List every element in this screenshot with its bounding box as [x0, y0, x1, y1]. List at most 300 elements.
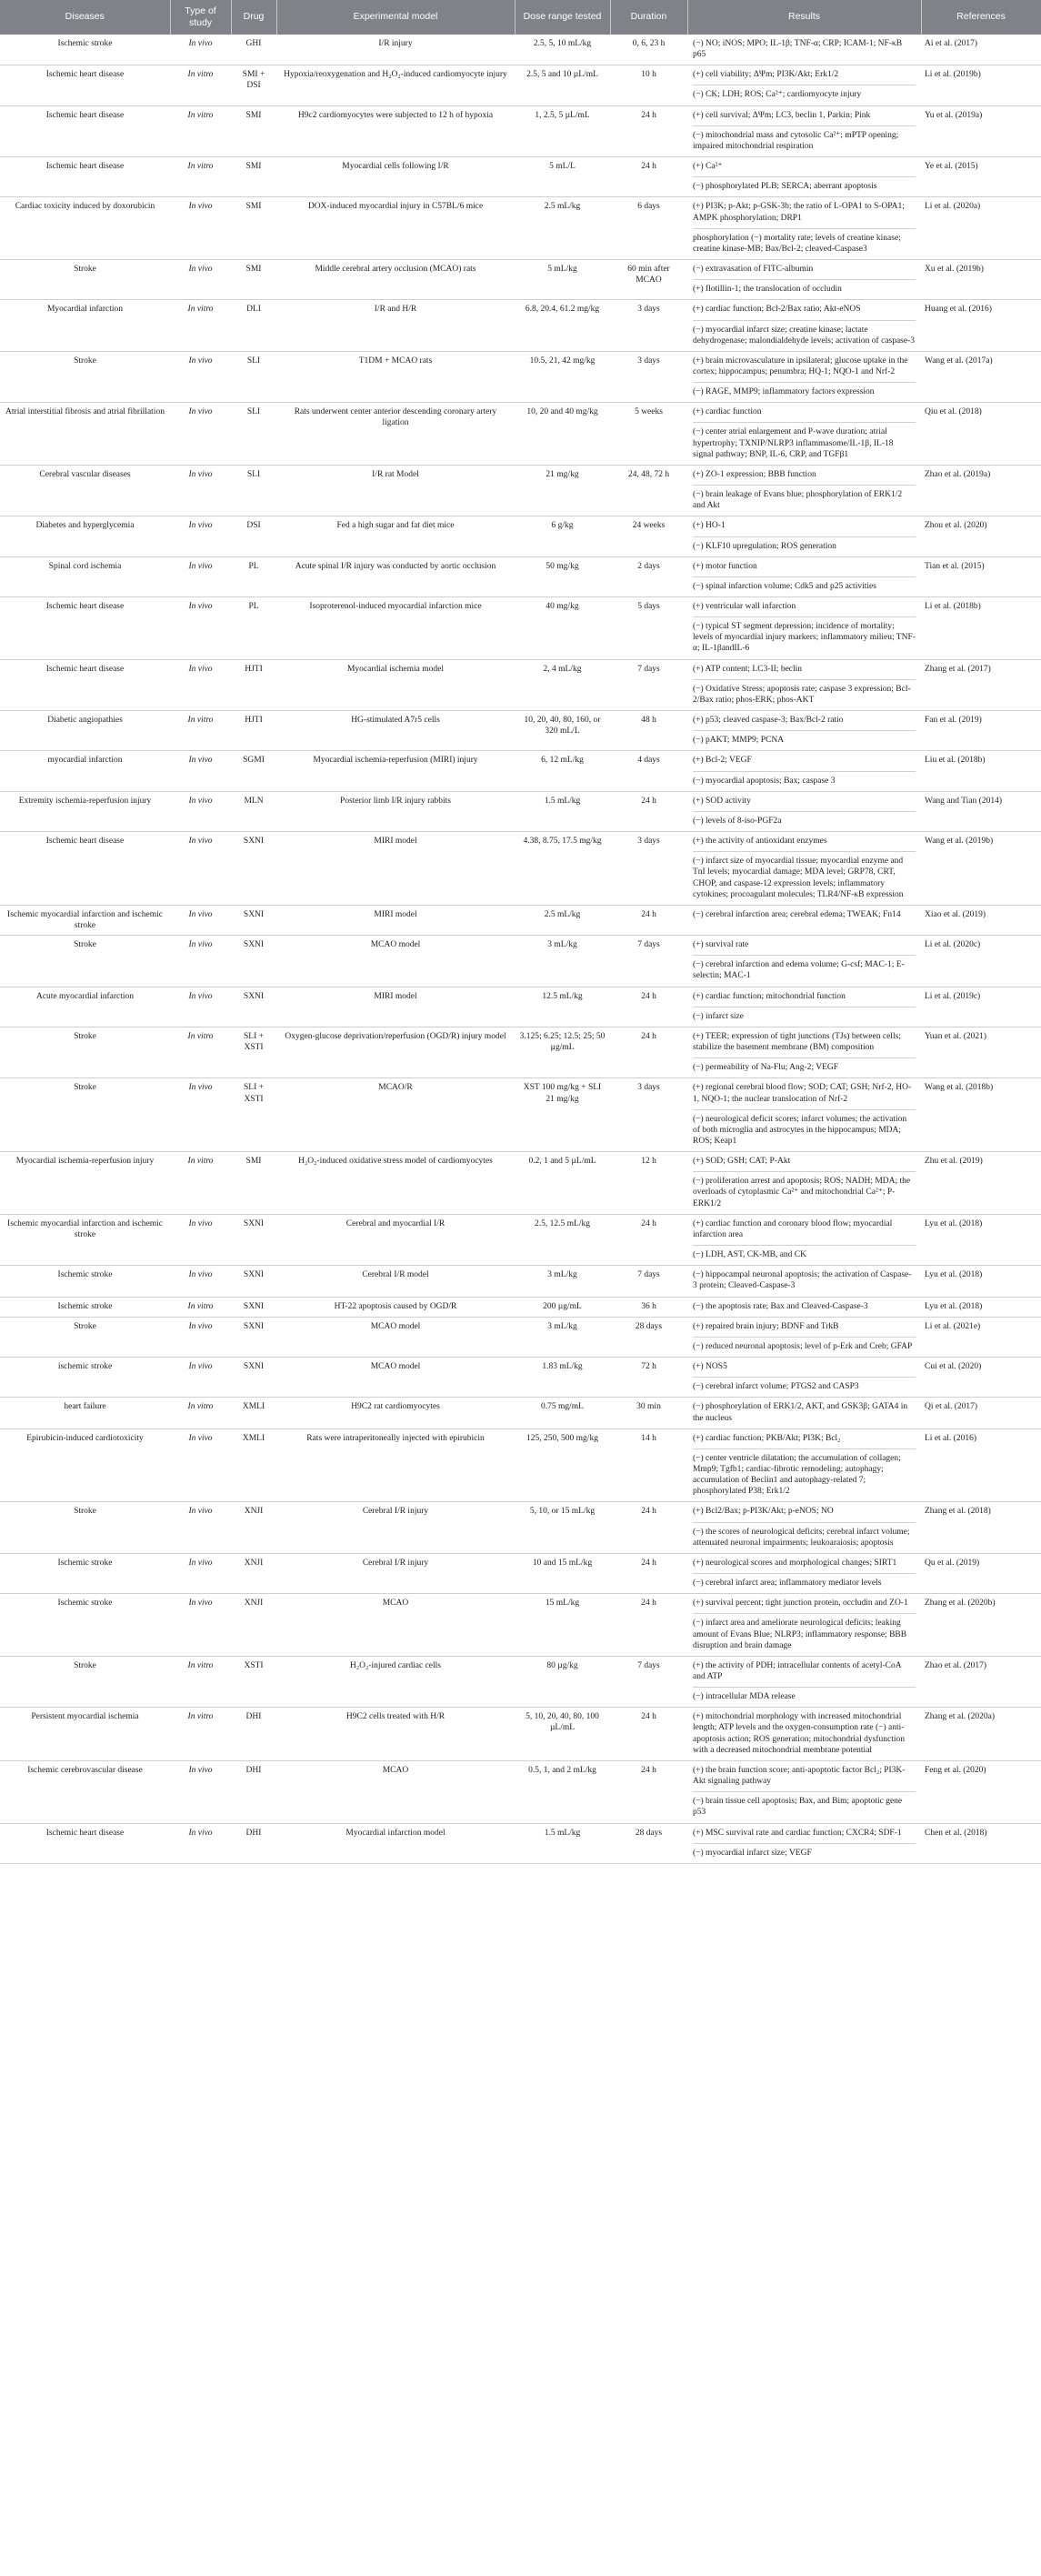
result-line: (+) cardiac function	[693, 407, 762, 417]
result-line: (−) reduced neuronal apoptosis; level of p-Erk and Creb; GFAP	[693, 1337, 916, 1357]
cell-type-of-study: In vivo	[170, 1428, 231, 1502]
result-line: (+) cell viability; ΔΨm; PI3K/Akt; Erk1/2	[693, 70, 839, 80]
cell-experimental-model: MCAO	[276, 1760, 515, 1823]
cell-disease: Ischemic heart disease	[0, 105, 170, 156]
result-line: (−) neurological deficit scores; infarct volumes; the activation of both microglia and astrocytes in the hippocampus; MDA; ROS; Keap1	[693, 1109, 916, 1151]
cell-duration: 24 h	[610, 1214, 687, 1265]
cell-reference: Lyu et al. (2018)	[921, 1266, 1041, 1297]
result-line: (+) cardiac function; mitochondrial function	[693, 991, 846, 1001]
cell-disease: Persistent myocardial ischemia	[0, 1708, 170, 1761]
table-row	[0, 711, 1041, 751]
cell-experimental-model: I/R and H/R	[276, 300, 515, 351]
cell-drug: SLI	[231, 351, 276, 402]
result-line: (−) myocardial apoptosis; Bax; caspase 3	[693, 771, 916, 791]
cell-drug: XNJI	[231, 1594, 276, 1657]
table-row	[0, 1594, 1041, 1657]
cell-type-of-study: In vivo	[170, 1502, 231, 1553]
cell-disease: Ischemic stroke	[0, 35, 170, 65]
cell-type-of-study: In vivo	[170, 659, 231, 710]
cell-duration: 24, 48, 72 h	[610, 465, 687, 516]
table-row	[0, 597, 1041, 660]
cell-duration: 7 days	[610, 1656, 687, 1707]
cell-type-of-study: In vitro	[170, 1027, 231, 1078]
cell-type-of-study: In vivo	[170, 35, 231, 65]
cell-drug: SMI	[231, 197, 276, 260]
cell-experimental-model: MCAO	[276, 1594, 515, 1657]
result-line: (−) center ventricle dilatation; the accumulation of collagen; Mmp9; Tgfb1; cardiac-fibrotic remodeling; autophagy; accumulation of Beclin1 and autophagy-related 7; phosphorylated P38; Erk1/2	[693, 1448, 916, 1502]
cell-experimental-model: I/R rat Model	[276, 465, 515, 516]
result-line: (−) infarct area and ameliorate neurological deficits; leaking amount of Evans Blue; NLRP3; inflammatory response; BBB disruption and brain damage	[693, 1613, 916, 1655]
cell-disease: Myocardial infarction	[0, 300, 170, 351]
cell-duration: 24 h	[610, 1502, 687, 1553]
cell-reference: Fan et al. (2019)	[921, 711, 1041, 751]
cell-reference: Li et al. (2021e)	[921, 1317, 1041, 1357]
cell-dose-range: 3.125; 6.25; 12.5; 25; 50 µg/mL	[515, 1027, 610, 1078]
cell-reference: Qiu et al. (2018)	[921, 403, 1041, 466]
cell-reference: Liu et al. (2018b)	[921, 751, 1041, 791]
cell-reference: Ai et al. (2017)	[921, 35, 1041, 65]
result-line: (−) permeability of Na-Flu; Ang-2; VEGF	[693, 1057, 916, 1078]
result-line: (−) cerebral infarct volume; PTGS2 and CASP3	[693, 1377, 916, 1397]
result-line: (+) PI3K; p-Akt; p-GSK-3b; the ratio of L-OPA1 to S-OPA1; AMPK phosphorylation; DRP1	[693, 202, 905, 223]
cell-duration: 14 h	[610, 1428, 687, 1502]
cell-type-of-study: In vitro	[170, 711, 231, 751]
cell-duration: 0, 6, 23 h	[610, 35, 687, 65]
cell-duration: 60 min after MCAO	[610, 260, 687, 300]
cell-type-of-study: In vivo	[170, 905, 231, 935]
cell-disease: Ischemic heart disease	[0, 65, 170, 105]
cell-duration: 24 h	[610, 987, 687, 1027]
cell-reference: Yu et al. (2019a)	[921, 105, 1041, 156]
cell-experimental-model: MCAO model	[276, 1317, 515, 1357]
table-row	[0, 465, 1041, 516]
cell-results	[687, 987, 921, 1027]
result-line: (+) HO-1	[693, 521, 726, 531]
cell-reference: Zhang et al. (2017)	[921, 659, 1041, 710]
cell-dose-range: 5 mL/L	[515, 157, 610, 197]
cell-drug: SXNI	[231, 1358, 276, 1398]
result-line: (−) spinal infarction volume; Cdk5 and p25 activities	[693, 576, 916, 596]
result-line: (+) the activity of antioxidant enzymes	[693, 837, 827, 847]
cell-dose-range: 21 mg/kg	[515, 465, 610, 516]
cell-experimental-model: H₂O₂-induced oxidative stress model of cardiomyocytes	[276, 1152, 515, 1215]
result-line: (+) ventricular wall infarction	[693, 602, 796, 611]
cell-duration: 3 days	[610, 300, 687, 351]
table-row	[0, 905, 1041, 935]
cell-disease: Ischemic heart disease	[0, 597, 170, 660]
table-row	[0, 1708, 1041, 1761]
cell-disease: Ischemic heart disease	[0, 659, 170, 710]
result-line: (+) brain microvasculature in ipsilateral; glucose uptake in the cortex; hippocampus; penumbra; HQ-1; NQO-1 and Nrf-2	[693, 356, 908, 376]
result-line: phosphorylation (−) mortality rate; levels of creatine kinase; creatine kinase-MB; Bax/Bcl-2; cleaved-Caspase3	[693, 228, 916, 259]
cell-drug: DSI	[231, 516, 276, 556]
cell-type-of-study: In vivo	[170, 1823, 231, 1863]
cell-drug: MLN	[231, 791, 276, 831]
table-row	[0, 260, 1041, 300]
cell-type-of-study: In vivo	[170, 403, 231, 466]
cell-disease: Ischemic stroke	[0, 1297, 170, 1317]
table-row	[0, 1823, 1041, 1863]
cell-dose-range: 3 mL/kg	[515, 936, 610, 987]
cell-drug: SMI	[231, 105, 276, 156]
cell-dose-range: 2.5, 5 and 10 µL/mL	[515, 65, 610, 105]
cell-disease: Stroke	[0, 936, 170, 987]
cell-results	[687, 197, 921, 260]
cell-drug: HJTI	[231, 711, 276, 751]
cell-experimental-model: Cerebral I/R injury	[276, 1502, 515, 1553]
cell-disease: Myocardial ischemia-reperfusion injury	[0, 1152, 170, 1215]
cell-dose-range: 0.5, 1, and 2 mL/kg	[515, 1760, 610, 1823]
cell-experimental-model: Acute spinal I/R injury was conducted by aortic occlusion	[276, 556, 515, 596]
table-row	[0, 1152, 1041, 1215]
cell-disease: Ischemic cerebrovascular disease	[0, 1760, 170, 1823]
cell-dose-range: 4.38, 8.75, 17.5 mg/kg	[515, 832, 610, 906]
table-row	[0, 751, 1041, 791]
cell-duration: 10 h	[610, 65, 687, 105]
header-experimental-model: Experimental model	[276, 0, 515, 35]
cell-experimental-model: Middle cerebral artery occlusion (MCAO) rats	[276, 260, 515, 300]
cell-experimental-model: MCAO model	[276, 1358, 515, 1398]
cell-dose-range: 10 and 15 mL/kg	[515, 1553, 610, 1593]
cell-experimental-model: MCAO model	[276, 936, 515, 987]
cell-reference: Li et al. (2019c)	[921, 987, 1041, 1027]
cell-type-of-study: In vitro	[170, 157, 231, 197]
cell-type-of-study: In vivo	[170, 465, 231, 516]
cell-reference: Qi et al. (2017)	[921, 1398, 1041, 1428]
cell-disease: Stroke	[0, 351, 170, 402]
cell-drug: PL	[231, 597, 276, 660]
cell-drug: SXNI	[231, 1266, 276, 1297]
table-row	[0, 1656, 1041, 1707]
cell-reference: Zhao et al. (2017)	[921, 1656, 1041, 1707]
cell-duration: 28 days	[610, 1317, 687, 1357]
cell-duration: 7 days	[610, 659, 687, 710]
result-line: (+) survival percent; tight junction protein, occludin and ZO-1	[693, 1599, 908, 1609]
table-row	[0, 105, 1041, 156]
cell-results	[687, 300, 921, 351]
cell-results	[687, 260, 921, 300]
cell-dose-range: 3 mL/kg	[515, 1266, 610, 1297]
cell-drug: DHI	[231, 1760, 276, 1823]
cell-dose-range: 200 µg/mL	[515, 1297, 610, 1317]
cell-type-of-study: In vivo	[170, 1594, 231, 1657]
cell-results	[687, 1594, 921, 1657]
cell-results	[687, 1760, 921, 1823]
cell-duration: 24 h	[610, 1760, 687, 1823]
table-row	[0, 1358, 1041, 1398]
cell-disease: Ischemic myocardial infarction and ischemic stroke	[0, 905, 170, 935]
cell-disease: Extremity ischemia-reperfusion injury	[0, 791, 170, 831]
table-row	[0, 556, 1041, 596]
cell-drug: GHI	[231, 35, 276, 65]
cell-drug: XMLI	[231, 1398, 276, 1428]
result-line: (−) intracellular MDA release	[693, 1687, 916, 1707]
cell-dose-range: 125, 250, 500 mg/kg	[515, 1428, 610, 1502]
cell-type-of-study: In vivo	[170, 1214, 231, 1265]
result-line: (+) ZO-1 expression; BBB function	[693, 469, 816, 479]
cell-drug: SXNI	[231, 987, 276, 1027]
cell-drug: SMI	[231, 260, 276, 300]
cell-type-of-study: In vitro	[170, 300, 231, 351]
cell-type-of-study: In vivo	[170, 351, 231, 402]
cell-drug: SMI	[231, 157, 276, 197]
cell-dose-range: 1.5 mL/kg	[515, 1823, 610, 1863]
result-line: (−) typical ST segment depression; incidence of mortality; levels of myocardial injury markers; inflammatory milieu; TNF-α; IL-1βandIL-6	[693, 616, 916, 658]
cell-duration: 24 h	[610, 791, 687, 831]
result-line: (−) hippocampal neuronal apoptosis; the activation of Caspase-3 protein; Cleaved-Caspase-3	[693, 1270, 912, 1291]
result-line: (−) the apoptosis rate; Bax and Cleaved-Caspase-3	[693, 1301, 868, 1311]
table-row	[0, 987, 1041, 1027]
cell-type-of-study: In vivo	[170, 597, 231, 660]
result-line: (+) repaired brain injury; BDNF and TrkB	[693, 1321, 839, 1331]
cell-type-of-study: In vivo	[170, 1078, 231, 1152]
result-line: (+) mitochondrial morphology with increased mitochondrial length; ATP levels and the oxygen-consumption rate (−) anti-apoptosis action; ROS generation; mitochondrial dysfunction with a decreased mitochondrial membrane potential	[693, 1712, 905, 1755]
result-line: (−) phosphorylation of ERK1/2, AKT, and GSK3β; GATA4 in the nucleus	[693, 1402, 908, 1423]
cell-drug: XNJI	[231, 1502, 276, 1553]
table-row	[0, 157, 1041, 197]
cell-results	[687, 832, 921, 906]
cell-drug: SGMI	[231, 751, 276, 791]
cell-reference: Lyu et al. (2018)	[921, 1214, 1041, 1265]
cell-drug: DLI	[231, 300, 276, 351]
table-row	[0, 516, 1041, 556]
cell-disease: Stroke	[0, 1078, 170, 1152]
cell-disease: Spinal cord ischemia	[0, 556, 170, 596]
cell-type-of-study: In vivo	[170, 197, 231, 260]
cell-reference: Lyu et al. (2018)	[921, 1297, 1041, 1317]
cell-results	[687, 1398, 921, 1428]
table-row	[0, 1027, 1041, 1078]
cell-experimental-model: Isoproterenol-induced myocardial infarction mice	[276, 597, 515, 660]
table-row	[0, 1078, 1041, 1152]
cell-disease: Atrial interstitial fibrosis and atrial fibrillation	[0, 403, 170, 466]
cell-results	[687, 516, 921, 556]
cell-type-of-study: In vitro	[170, 1656, 231, 1707]
result-line: (+) the activity of PDH; intracellular contents of acetyl-CoA and ATP	[693, 1660, 902, 1681]
cell-dose-range: 5 mL/kg	[515, 260, 610, 300]
cell-results	[687, 1266, 921, 1297]
cell-reference: Cui et al. (2020)	[921, 1358, 1041, 1398]
cell-duration: 3 days	[610, 351, 687, 402]
header-dose-range: Dose range tested	[515, 0, 610, 35]
cell-disease: Diabetes and hyperglycemia	[0, 516, 170, 556]
cell-type-of-study: In vivo	[170, 987, 231, 1027]
cell-drug: DHI	[231, 1823, 276, 1863]
table-body	[0, 35, 1041, 1863]
cell-type-of-study: In vitro	[170, 1297, 231, 1317]
result-line: (+) p53; cleaved caspase-3; Bax/Bcl-2 ratio	[693, 716, 844, 726]
cell-duration: 4 days	[610, 751, 687, 791]
result-line: (+) NOS5	[693, 1362, 727, 1372]
cell-results	[687, 1214, 921, 1265]
cell-experimental-model: Posterior limb I/R injury rabbits	[276, 791, 515, 831]
cell-experimental-model: T1DM + MCAO rats	[276, 351, 515, 402]
cell-results	[687, 105, 921, 156]
cell-dose-range: 0.2, 1 and 5 µL/mL	[515, 1152, 610, 1215]
cell-results	[687, 1823, 921, 1863]
result-line: (−) RAGE, MMP9; inflammatory factors expression	[693, 382, 916, 402]
cell-duration: 28 days	[610, 1823, 687, 1863]
result-line: (−) myocardial infarct size; creatine kinase; lactate dehydrogenase; malondialdehyde levels; activation of caspase-3	[693, 320, 916, 351]
cell-drug: DHI	[231, 1708, 276, 1761]
header-results: Results	[687, 0, 921, 35]
cell-results	[687, 1553, 921, 1593]
result-line: (+) regional cerebral blood flow; SOD; CAT; GSH; Nrf-2, HO-1, NQO-1; the nuclear translocation of Nrf-2	[693, 1083, 912, 1104]
cell-reference: Feng et al. (2020)	[921, 1760, 1041, 1823]
cell-results	[687, 791, 921, 831]
cell-type-of-study: In vivo	[170, 556, 231, 596]
result-line: (−) infarct size	[693, 1007, 916, 1027]
result-line: (−) pAKT; MMP9; PCNA	[693, 730, 916, 750]
cell-drug: SXNI	[231, 936, 276, 987]
cell-type-of-study: In vivo	[170, 1553, 231, 1593]
cell-dose-range: 10.5, 21, 42 mg/kg	[515, 351, 610, 402]
cell-drug: SXNI	[231, 1297, 276, 1317]
cell-results	[687, 351, 921, 402]
cell-drug: SMI + DSI	[231, 65, 276, 105]
cell-results	[687, 65, 921, 105]
result-line: (+) cardiac function and coronary blood flow; myocardial infarction area	[693, 1218, 893, 1239]
cell-disease: Stroke	[0, 1502, 170, 1553]
cell-duration: 24 weeks	[610, 516, 687, 556]
cell-results	[687, 751, 921, 791]
cell-experimental-model: Fed a high sugar and fat diet mice	[276, 516, 515, 556]
cell-disease: Ischemic stroke	[0, 1594, 170, 1657]
cell-results	[687, 1502, 921, 1553]
cell-drug: SLI	[231, 465, 276, 516]
cell-disease: Stroke	[0, 1656, 170, 1707]
cell-drug: SXNI	[231, 1214, 276, 1265]
cell-drug: XNJI	[231, 1553, 276, 1593]
result-line: (+) cell survival; ΔΨm; LC3, beclin 1, Parkin; Pink	[693, 110, 871, 120]
cell-experimental-model: Myocardial ischemia model	[276, 659, 515, 710]
result-line: (+) flotillin-1; the translocation of occludin	[693, 279, 916, 299]
cell-duration: 24 h	[610, 105, 687, 156]
cell-dose-range: 5, 10, or 15 mL/kg	[515, 1502, 610, 1553]
cell-dose-range: 6, 12 mL/kg	[515, 751, 610, 791]
result-line: (−) extravasation of FITC-albumin	[693, 265, 814, 275]
cell-disease: Stroke	[0, 1317, 170, 1357]
result-line: (−) proliferation arrest and apoptosis; ROS; NADH; MDA; the overloads of cytoplasmic Ca²⁺ and mitochondrial Ca²⁺; P-ERK1/2	[693, 1171, 916, 1213]
result-line: (−) levels of 8-iso-PGF2a	[693, 811, 916, 831]
cell-dose-range: 0.75 mg/mL	[515, 1398, 610, 1428]
cell-experimental-model: Cerebral I/R model	[276, 1266, 515, 1297]
cell-reference: Wang et al. (2018b)	[921, 1078, 1041, 1152]
cell-reference: Wang and Tian (2014)	[921, 791, 1041, 831]
result-line: (−) center atrial enlargement and P-wave duration; atrial hypertrophy; TXNIP/NLRP3 inflammasome/IL-1β, IL-18 signal pathway; BNP, IL-6, CRP, and TGFβ1	[693, 422, 916, 464]
cell-reference: Zhu et al. (2019)	[921, 1152, 1041, 1215]
result-line: (+) survival rate	[693, 940, 749, 950]
cell-reference: Qu et al. (2019)	[921, 1553, 1041, 1593]
cell-dose-range: 80 µg/kg	[515, 1656, 610, 1707]
result-line: (+) Ca²⁺	[693, 162, 723, 172]
cell-duration: 24 h	[610, 1708, 687, 1761]
cell-type-of-study: In vitro	[170, 65, 231, 105]
cell-reference: Zhang et al. (2020a)	[921, 1708, 1041, 1761]
result-line: (−) LDH, AST, CK-MB, and CK	[693, 1245, 916, 1265]
table-row	[0, 659, 1041, 710]
cell-experimental-model: Cerebral and myocardial I/R	[276, 1214, 515, 1265]
cell-type-of-study: In vivo	[170, 516, 231, 556]
table-row	[0, 1760, 1041, 1823]
result-line: (−) mitochondrial mass and cytosolic Ca²⁺; mPTP opening; impaired mitochondrial respiration	[693, 125, 916, 156]
result-line: (−) the scores of neurological deficits; cerebral infarct volume; attenuated neuronal impairments; leukoaraiosis; apoptosis	[693, 1522, 916, 1553]
cell-results	[687, 556, 921, 596]
cell-experimental-model: H₂O₂-injured cardiac cells	[276, 1656, 515, 1707]
table-row	[0, 65, 1041, 105]
cell-experimental-model: Rats were intraperitoneally injected with epirubicin	[276, 1428, 515, 1502]
result-line: (−) Oxidative Stress; apoptosis rate; caspase 3 expression; Bcl-2/Bax ratio; phos-ERK; phos-AKT	[693, 679, 916, 710]
cell-dose-range: 2.5, 5, 10 mL/kg	[515, 35, 610, 65]
cell-drug: XMLI	[231, 1428, 276, 1502]
cell-disease: Stroke	[0, 1027, 170, 1078]
result-line: (−) cerebral infarction area; cerebral edema; TWEAK; Fn14	[693, 909, 901, 919]
header-diseases: Diseases	[0, 0, 170, 35]
result-line: (+) cardiac function; PKB/Akt; PI3K; Bcl₂	[693, 1433, 841, 1443]
cell-dose-range: 15 mL/kg	[515, 1594, 610, 1657]
cell-type-of-study: In vivo	[170, 832, 231, 906]
cell-experimental-model: Rats underwent center anterior descending coronary artery ligation	[276, 403, 515, 466]
cell-duration: 24 h	[610, 1027, 687, 1078]
table-row	[0, 1553, 1041, 1593]
cell-dose-range: 2.5, 12.5 mL/kg	[515, 1214, 610, 1265]
result-line: (+) motor function	[693, 561, 757, 571]
cell-dose-range: 3 mL/kg	[515, 1317, 610, 1357]
cell-type-of-study: In vivo	[170, 751, 231, 791]
result-line: (−) infarct size of myocardial tissue; myocardial enzyme and TnI levels; myocardial damage; MDA level; GRP78, CRT, CHOP, and caspase-12 expression levels; inflammatory cytokines; procoagulant molecules; TLR4/NF-κB expression	[693, 851, 916, 905]
cell-dose-range: 5, 10, 20, 40, 80, 100 µL/mL	[515, 1708, 610, 1761]
result-line: (+) the brain function score; anti-apoptotic factor Bcl₂; PI3K-Akt signaling pathway	[693, 1765, 906, 1787]
cell-reference: Li et al. (2018b)	[921, 597, 1041, 660]
table-row	[0, 936, 1041, 987]
cell-dose-range: 2.5 mL/kg	[515, 197, 610, 260]
cell-reference: Ye et al. (2015)	[921, 157, 1041, 197]
cell-disease: Cardiac toxicity induced by doxorubicin	[0, 197, 170, 260]
cell-experimental-model: MIRI model	[276, 832, 515, 906]
result-line: (+) SOD activity	[693, 796, 751, 806]
cell-results	[687, 597, 921, 660]
cell-reference: Zhang et al. (2018)	[921, 1502, 1041, 1553]
table-row	[0, 35, 1041, 65]
result-line: (−) cerebral infarction and edema volume; G-csf; MAC-1; E-selectin; MAC-1	[693, 955, 916, 986]
table-row	[0, 197, 1041, 260]
cell-reference: Tian et al. (2015)	[921, 556, 1041, 596]
cell-disease: Ischemic stroke	[0, 1553, 170, 1593]
cell-results	[687, 1078, 921, 1152]
cell-drug: SLI	[231, 403, 276, 466]
cell-duration: 3 days	[610, 832, 687, 906]
cell-results	[687, 711, 921, 751]
cell-drug: PL	[231, 556, 276, 596]
cell-results	[687, 1027, 921, 1078]
cell-duration: 12 h	[610, 1152, 687, 1215]
cell-dose-range: 1, 2.5, 5 µL/mL	[515, 105, 610, 156]
cell-experimental-model: Cerebral I/R injury	[276, 1553, 515, 1593]
cell-disease: Ischemic heart disease	[0, 157, 170, 197]
cell-dose-range: 40 mg/kg	[515, 597, 610, 660]
cell-reference: Li et al. (2020c)	[921, 936, 1041, 987]
cell-type-of-study: In vitro	[170, 1708, 231, 1761]
cell-reference: Xu et al. (2019b)	[921, 260, 1041, 300]
result-line: (+) ATP content; LC3-II; beclin	[693, 664, 803, 674]
cell-duration: 36 h	[610, 1297, 687, 1317]
cell-dose-range: 10, 20, 40, 80, 160, or 320 mL/L	[515, 711, 610, 751]
cell-experimental-model: Oxygen-glucose deprivation/reperfusion (OGD/R) injury model	[276, 1027, 515, 1078]
cell-disease: myocardial infarction	[0, 751, 170, 791]
table-row	[0, 403, 1041, 466]
cell-experimental-model: I/R injury	[276, 35, 515, 65]
result-line: (−) CK; LDH; ROS; Ca²⁺; cardiomyocyte injury	[693, 85, 916, 105]
